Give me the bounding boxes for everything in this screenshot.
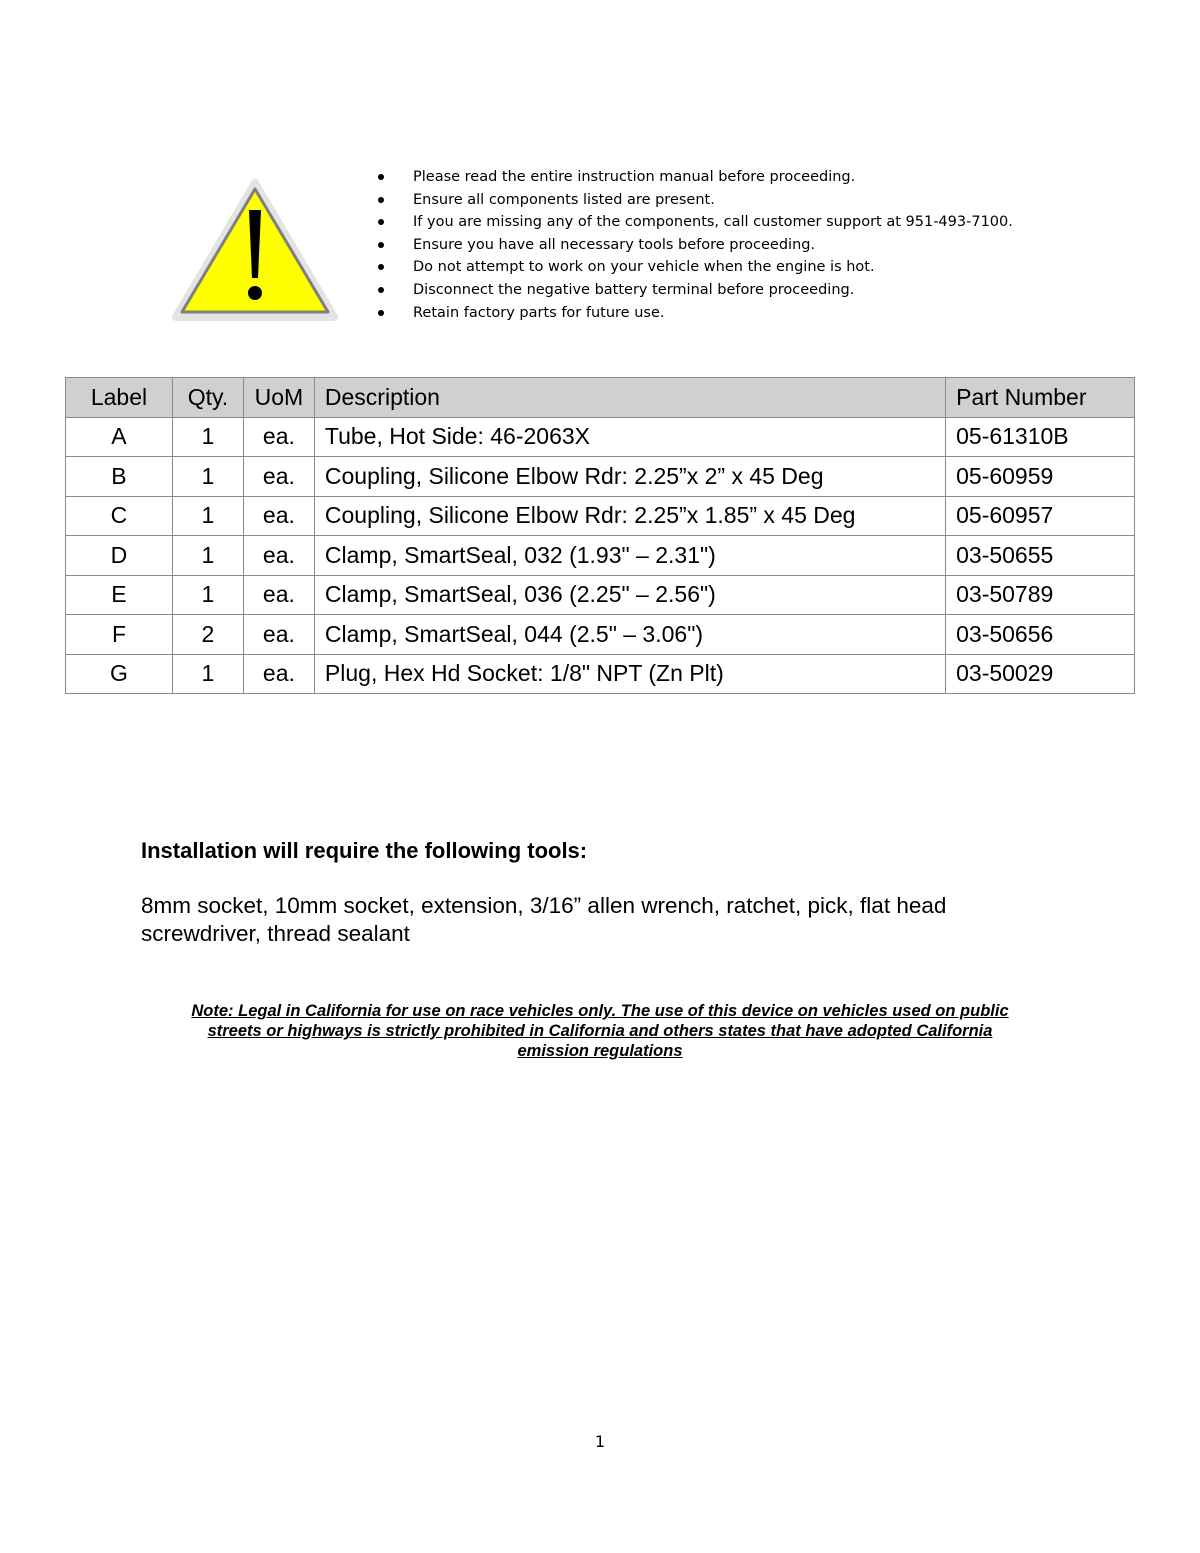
cell-uom: ea. <box>243 536 314 576</box>
table-row <box>66 575 1135 615</box>
cell-description: Clamp, SmartSeal, 036 (2.25" – 2.56") <box>314 575 945 615</box>
warning-item: Disconnect the negative battery terminal before proceeding. <box>375 279 1013 302</box>
cell-description: Clamp, SmartSeal, 032 (1.93" – 2.31") <box>314 536 945 576</box>
cell-uom: ea. <box>243 615 314 655</box>
cell-description: Clamp, SmartSeal, 044 (2.5" – 3.06") <box>314 615 945 655</box>
page-number: 1 <box>594 1432 606 1451</box>
cell-uom: ea. <box>243 496 314 536</box>
table-row <box>66 417 1135 457</box>
cell-uom: ea. <box>243 417 314 457</box>
cell-qty: 1 <box>172 654 243 694</box>
cell-part-number: 05-60959 <box>946 457 1135 497</box>
table-row <box>66 615 1135 655</box>
cell-label: A <box>66 417 173 457</box>
cell-qty: 1 <box>172 457 243 497</box>
cell-label: G <box>66 654 173 694</box>
cell-label: D <box>66 536 173 576</box>
warning-item: Do not attempt to work on your vehicle when the engine is hot. <box>375 256 1013 279</box>
table-row <box>66 654 1135 694</box>
table-row <box>66 536 1135 576</box>
header-uom: UoM <box>243 378 314 418</box>
cell-description: Coupling, Silicone Elbow Rdr: 2.25”x 1.85” x 45 Deg <box>314 496 945 536</box>
tools-list-text: 8mm socket, 10mm socket, extension, 3/16” allen wrench, ratchet, pick, flat head screwdriver, thread sealant <box>141 893 947 946</box>
cell-label: F <box>66 615 173 655</box>
cell-uom: ea. <box>243 654 314 694</box>
cell-description: Coupling, Silicone Elbow Rdr: 2.25”x 2” x 45 Deg <box>314 457 945 497</box>
header-part-number: Part Number <box>946 378 1135 418</box>
header-description: Description <box>314 378 945 418</box>
legal-note-line: emission regulations <box>517 1042 683 1060</box>
warning-list <box>375 166 1013 324</box>
cell-part-number: 03-50656 <box>946 615 1135 655</box>
cell-description: Tube, Hot Side: 46-2063X <box>314 417 945 457</box>
header-qty: Qty. <box>172 378 243 418</box>
legal-note <box>150 1001 1050 1061</box>
parts-table <box>65 377 1135 694</box>
cell-part-number: 03-50655 <box>946 536 1135 576</box>
cell-label: B <box>66 457 173 497</box>
warning-item: Ensure you have all necessary tools before proceeding. <box>375 234 1013 257</box>
warning-item: Ensure all components listed are present. <box>375 189 1013 212</box>
cell-uom: ea. <box>243 457 314 497</box>
cell-label: E <box>66 575 173 615</box>
table-header-row <box>66 378 1135 418</box>
legal-note-line: Note: Legal in California for use on race vehicles only. The use of this device on vehicles used on public <box>191 1002 1009 1020</box>
legal-note-line: streets or highways is strictly prohibited in California and others states that have adopted California <box>207 1022 993 1040</box>
cell-part-number: 03-50789 <box>946 575 1135 615</box>
cell-part-number: 05-61310B <box>946 417 1135 457</box>
cell-part-number: 03-50029 <box>946 654 1135 694</box>
tools-heading: Installation will require the following tools: <box>141 838 588 863</box>
cell-qty: 1 <box>172 496 243 536</box>
cell-part-number: 05-60957 <box>946 496 1135 536</box>
table-row <box>66 496 1135 536</box>
cell-uom: ea. <box>243 575 314 615</box>
warning-triangle-icon <box>170 175 340 325</box>
cell-label: C <box>66 496 173 536</box>
warning-item: Please read the entire instruction manual before proceeding. <box>375 166 1013 189</box>
warning-item: Retain factory parts for future use. <box>375 302 1013 325</box>
header-label: Label <box>66 378 173 418</box>
cell-qty: 1 <box>172 575 243 615</box>
table-row <box>66 457 1135 497</box>
warning-item: If you are missing any of the components, call customer support at 951-493-7100. <box>375 211 1013 234</box>
cell-qty: 1 <box>172 417 243 457</box>
cell-qty: 1 <box>172 536 243 576</box>
cell-qty: 2 <box>172 615 243 655</box>
cell-description: Plug, Hex Hd Socket: 1/8" NPT (Zn Plt) <box>314 654 945 694</box>
